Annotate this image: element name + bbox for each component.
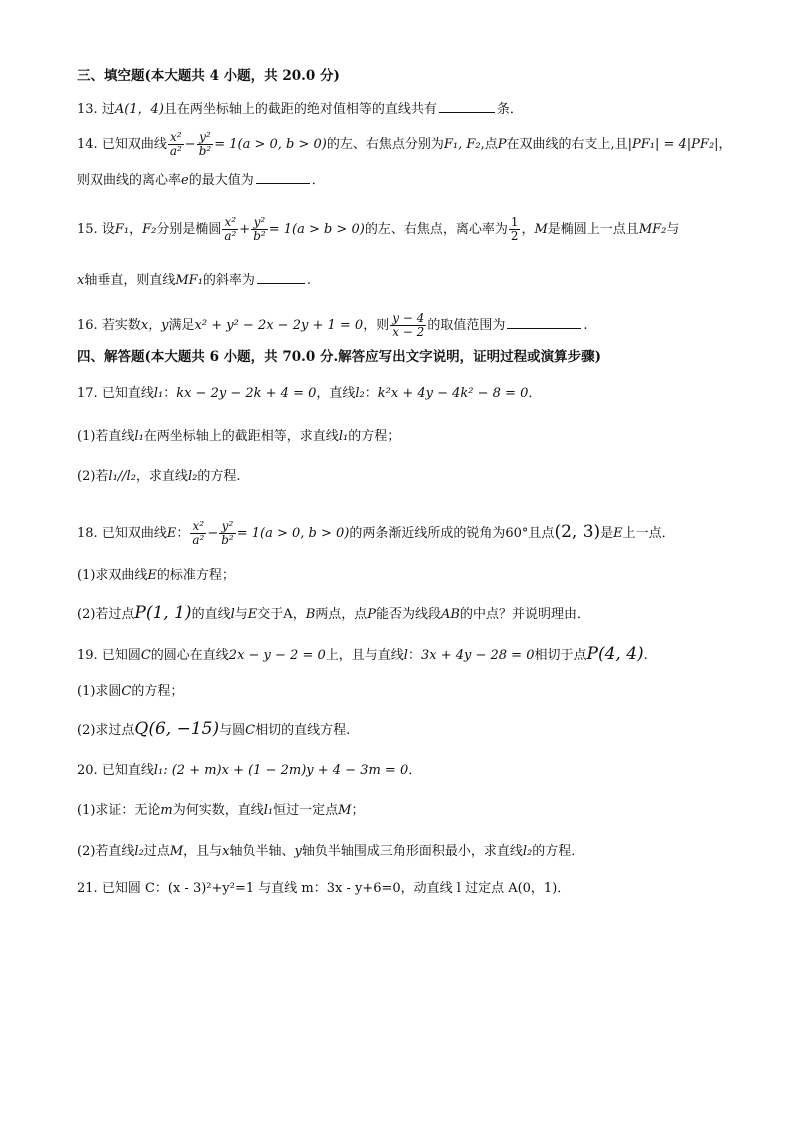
question-21: 21. 已知圆 C：(x - 3)²+y²=1 与直线 m：3x - y+6=0，动直线 l 过定点 A(0，1)．	[77, 881, 571, 896]
question-13: 13. 过A(1，4)且在两坐标轴上的截距的绝对值相等的直线共有 条．	[77, 102, 523, 117]
question-16: 16. 若实数x，y满足x² + y² − 2x − 2y + 1 = 0，则 $\frac{y - 4}{x - 2}$ 的取值范围为 .	[77, 311, 588, 339]
question-14-line2: 则双曲线的离心率e的最大值为 ．	[77, 173, 325, 188]
hyperbola-y-term: $\frac{\text{y²}}{\text{b²}}$	[221, 519, 234, 547]
hyperbola-x-term: $\frac{\text{x²}}{\text{a²}}$	[169, 130, 182, 158]
question-18-part1: (1)求双曲线E的标准方程；	[77, 568, 235, 583]
question-15: 15. 设F₁，F₂分别是椭圆 $\frac{\text{x²}}{\text{a²}}$ + $\frac{\text{y²}}{\text{b²}}$ = 1(a > b > 0)的左、右焦点，离心率为 $\frac{1}{2}$ ，M是椭圆上一点且MF₂与	[77, 215, 680, 243]
question-15-line2: x轴垂直，则直线MF₁的斜率为 .	[77, 273, 312, 288]
answer-blank[interactable]	[507, 316, 581, 329]
focal-condition: |PF₁| = 4|PF₂|	[627, 137, 719, 152]
ellipse-y-term: $\frac{\text{y²}}{\text{b²}}$	[253, 215, 266, 243]
section-heading-fill-in: 三、填空题(本大题共 4 小题，共 20.0 分)	[77, 68, 340, 84]
question-17: 17. 已知直线l₁：kx − 2y − 2k + 4 = 0，直线l₂：k²x + 4y − 4k² − 8 = 0．	[77, 386, 542, 401]
question-20-part1: (1)求证：无论m为何实数，直线l₁恒过一定点M；	[77, 803, 365, 818]
answer-blank[interactable]	[257, 271, 305, 284]
question-19: 19. 已知圆C的圆心在直线2x − y − 2 = 0上，且与直线l：3x + 4y − 28 = 0相切于点P(4, 4).	[77, 644, 648, 664]
constraint-equation: x² + y² − 2x − 2y + 1 = 0	[194, 318, 364, 333]
question-18-part2: (2)若过点P(1, 1)的直线l与E交于A，B两点，点P能否为线段AB的中点？并说明理由．	[77, 603, 591, 623]
point-a: A(1，4)	[114, 102, 164, 117]
question-number: 15.	[77, 222, 102, 237]
ellipse-x-term: $\frac{\text{x²}}{\text{a²}}$	[224, 215, 237, 243]
hyperbola-y-term: $\frac{\text{y²}}{\text{b²}}$	[198, 130, 212, 158]
hyperbola-x-term: $\frac{\text{x²}}{\text{a²}}$	[192, 519, 205, 547]
question-number: 21.	[77, 881, 102, 896]
question-19-part2: (2)求过点Q(6, −15)与圆C相切的直线方程.	[77, 719, 351, 739]
question-number: 19.	[77, 648, 102, 663]
question-number: 17.	[77, 386, 102, 401]
question-20: 20. 已知直线l₁: (2 + m)x + (1 − 2m)y + 4 − 3m = 0．	[77, 763, 422, 778]
question-number: 14.	[77, 137, 102, 152]
question-20-part2: (2)若直线l₂过点M，且与x轴负半轴、y轴负半轴围成三角形面积最小，求直线l₂的方程．	[77, 844, 585, 859]
question-number: 16.	[77, 318, 102, 333]
section-heading-solutions: 四、解答题(本大题共 6 小题，共 70.0 分.解答应写出文字说明，证明过程或演算步骤)	[77, 349, 602, 365]
question-18: 18. 已知双曲线E： $\frac{\text{x²}}{\text{a²}}$ − $\frac{\text{y²}}{\text{b²}}$ = 1(a > 0, b > 0)的两条渐近线所成的锐角为60°且点(2, 3)是E上一点．	[77, 519, 675, 547]
question-number: 13.	[77, 102, 102, 117]
question-14: 14. 已知双曲线 $\frac{\text{x²}}{\text{a²}}$ − $\frac{\text{y²}}{\text{b²}}$ = 1(a > 0, b > 0)的左、右焦点分别为F₁, F₂,点P在双曲线的右支上,且|PF₁| = 4|PF₂|，	[77, 130, 732, 158]
question-19-part1: (1)求圆C的方程；	[77, 684, 184, 699]
answer-blank[interactable]	[439, 100, 495, 113]
question-number: 18.	[77, 526, 102, 541]
ratio-fraction: $\frac{y - 4}{x - 2}$	[392, 311, 425, 339]
question-number: 20.	[77, 763, 102, 778]
answer-blank[interactable]	[256, 171, 310, 184]
eccentricity-fraction: $\frac{1}{2}$	[510, 215, 519, 243]
question-17-part1: (1)若直线l₁在两坐标轴上的截距相等，求直线l₁的方程；	[77, 429, 401, 444]
question-17-part2: (2)若l₁//l₂，求直线l₂的方程.	[77, 469, 241, 484]
